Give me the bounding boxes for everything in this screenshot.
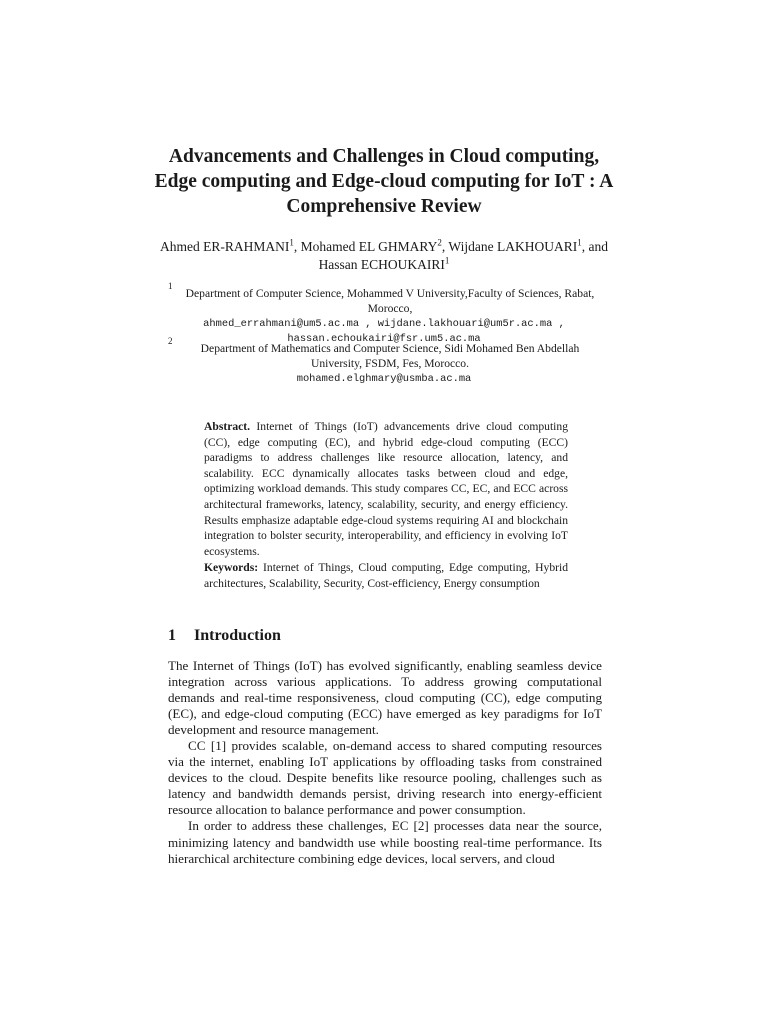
paragraph: In order to address these challenges, EC [2] processes data near the source, minimizing latency and bandwidth use while boosting real-time performance. Its hierarchical architecture combining edge devices, local servers, and cloud bbox=[168, 818, 602, 866]
abstract-label: Abstract. bbox=[204, 420, 251, 433]
keywords bbox=[204, 560, 568, 591]
author-affiliation-mark: 1 bbox=[577, 237, 582, 248]
author-affiliation-mark: 1 bbox=[444, 255, 450, 266]
author-separator: , bbox=[441, 239, 449, 254]
affiliation-emails: mohamed.elghmary@usmba.ac.ma bbox=[296, 372, 472, 385]
affiliation-text: Department of Computer Science, Mohammed V University,Faculty of Sciences, Rabat, Morocco, bbox=[185, 287, 595, 316]
paper-title: Advancements and Challenges in Cloud computing, Edge computing and Edge-cloud computing for IoT : A Comprehensive Review bbox=[154, 146, 614, 217]
paragraph: CC [1] provides scalable, on-demand access to shared computing resources via the internet, enabling IoT applications by offloading tasks from constrained devices to the cloud. Despite benefits like resource pooling, challenges such as latency and bandwidth demands persist, driving research into energy-efficient resource allocation to balance performance and power consumption. bbox=[168, 738, 602, 818]
author-affiliation-mark: 2 bbox=[437, 237, 442, 248]
author-name: Hassan ECHOUKAIRI bbox=[318, 257, 445, 272]
abstract-text: Internet of Things (IoT) advancements drive cloud computing (CC), edge computing (EC), and hybrid edge-cloud computing (ECC) paradigms to address challenges like resource allocation, latency, and scalability. ECC dynamically allocates tasks between cloud and edge, optimizing workload demands. This study compares CC, EC, and ECC across architectural frameworks, latency, scalability, security, and energy efficiency. Results emphasize adaptable edge-cloud systems requiring AI and blockchain integration to bolster security, interoperability, and efficiency in evolving IoT ecosystems. bbox=[204, 420, 568, 558]
section-number: 1 bbox=[168, 627, 176, 644]
section-body bbox=[168, 658, 602, 867]
section-heading bbox=[168, 626, 600, 646]
author-separator: , and bbox=[581, 239, 608, 254]
section-title: Introduction bbox=[194, 627, 281, 644]
author-name: Ahmed ER-RAHMANI bbox=[160, 239, 290, 254]
author-separator: , bbox=[293, 239, 301, 254]
author-name: Mohamed EL GHMARY bbox=[300, 239, 438, 254]
paragraph: The Internet of Things (IoT) has evolved significantly, enabling seamless device integration across various applications. To address growing computational demands and real-time responsiveness, cloud computing (CC), edge computing (EC), and edge-cloud computing (ECC) have emerged as key paradigms for IoT development and resource management. bbox=[168, 658, 602, 738]
author-list bbox=[150, 238, 618, 274]
affiliation: 2 Department of Mathematics and Computer Science, Sidi Mohamed Ben Abdellah University, FSDM, Fes, Morocco. mohamed.elghmary@usmba.ac.ma bbox=[168, 341, 600, 387]
affiliation: 1 Department of Computer Science, Mohammed V University,Faculty of Sciences, Rabat, Morocco, ahmed_errahmani@um5.ac.ma , wijdane.lakhouari@um5r.ac.ma , hassan.echoukairi@fsr.um5.ac.ma bbox=[168, 286, 600, 348]
affiliation-emails: ahmed_errahmani@um5.ac.ma , wijdane.lakhouari@um5r.ac.ma , bbox=[203, 317, 565, 330]
author-affiliation-mark: 1 bbox=[289, 237, 294, 248]
keywords-label: Keywords: bbox=[204, 561, 259, 574]
affiliation-text: Department of Mathematics and Computer Science, Sidi Mohamed Ben Abdellah University, FSDM, Fes, Morocco. bbox=[200, 342, 580, 371]
affiliation-emails: hassan.echoukairi@fsr.um5.ac.ma bbox=[287, 333, 481, 346]
keywords-text: Internet of Things, Cloud computing, Edge computing, Hybrid architectures, Scalability, Security, Cost-efficiency, Energy consumption bbox=[204, 561, 568, 590]
author-name: Wijdane LAKHOUARI bbox=[448, 239, 578, 254]
abstract bbox=[204, 419, 568, 559]
